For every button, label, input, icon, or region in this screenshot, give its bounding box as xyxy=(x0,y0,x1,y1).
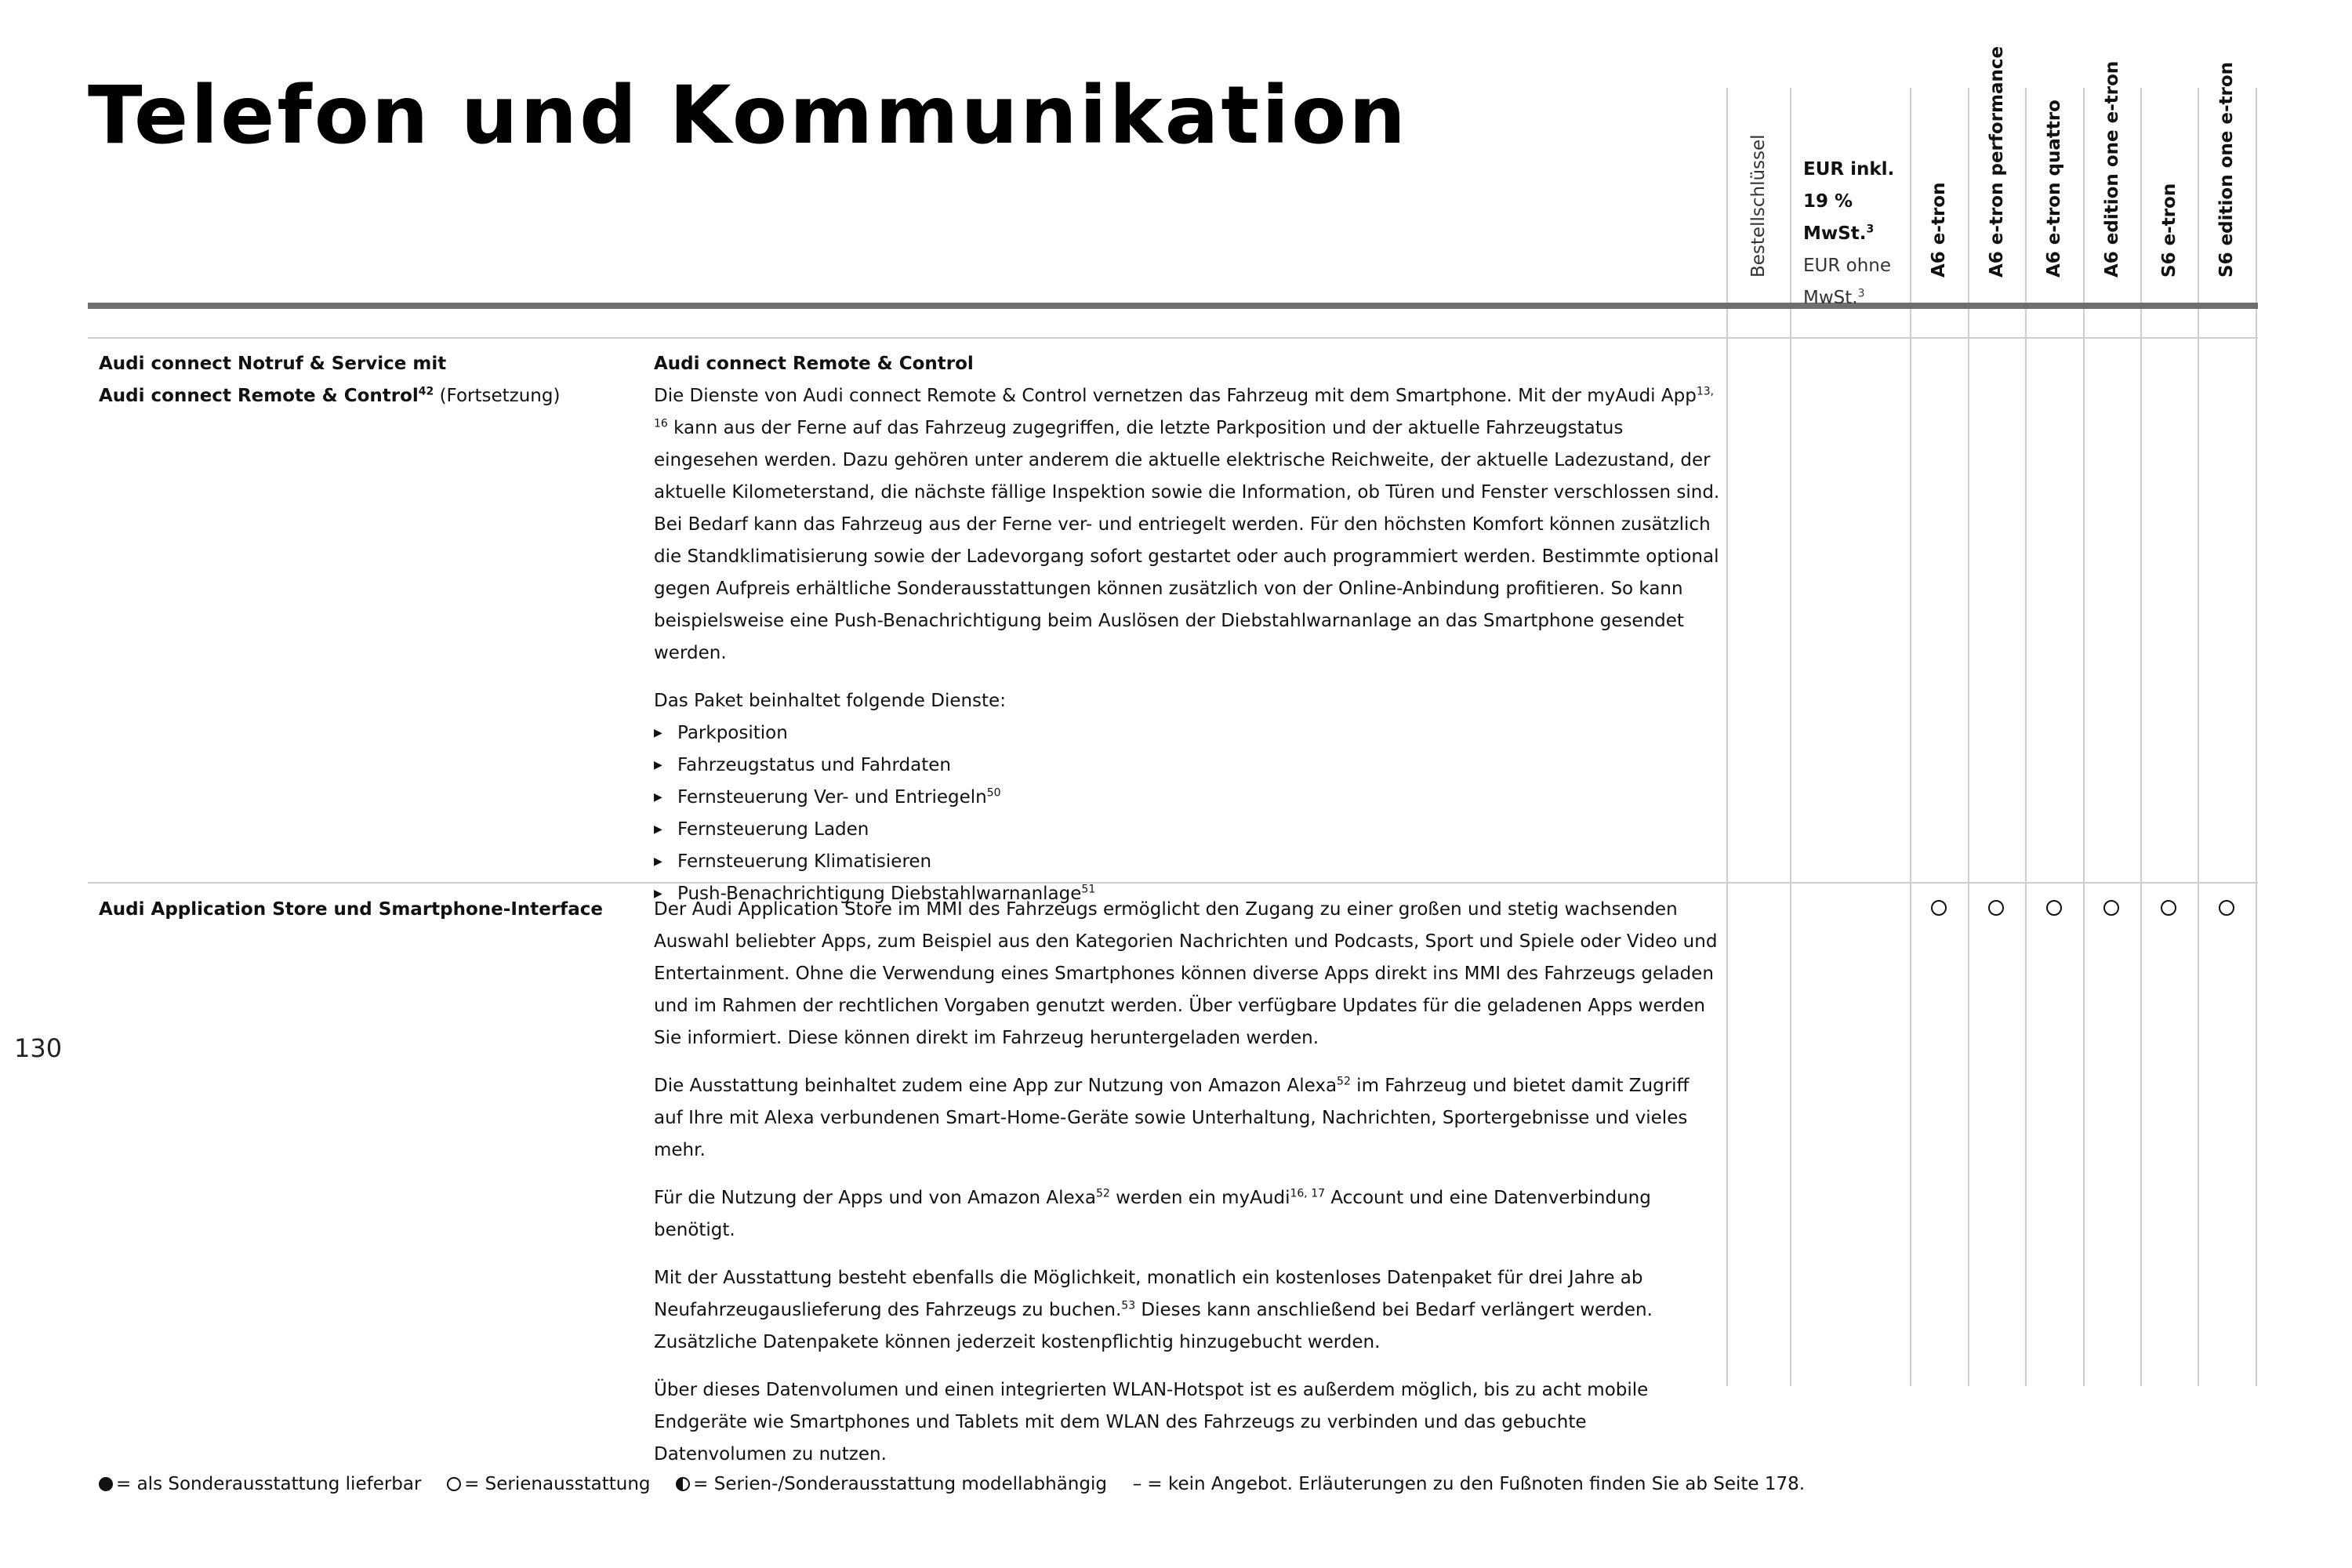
row-divider xyxy=(88,337,2258,339)
standard-equipment-marker xyxy=(1931,900,1947,916)
description-heading: Audi connect Remote & Control xyxy=(654,354,974,374)
list-item: ▶ Fernsteuerung Klimatisieren xyxy=(654,846,1720,878)
column-header-model: A6 e-tron quattro xyxy=(2044,100,2064,278)
standard-equipment-marker xyxy=(2103,900,2119,916)
filled-circle-icon xyxy=(99,1477,113,1491)
column-header-model: A6 e-tron xyxy=(1929,182,1949,278)
column-header-model: A6 edition one e-tron xyxy=(2102,60,2122,278)
column-header-order-key: Bestellschlüssel xyxy=(1748,134,1769,278)
standard-equipment-marker xyxy=(2046,900,2062,916)
standard-equipment-marker xyxy=(1988,900,2004,916)
description-paragraph: Die Dienste von Audi connect Remote & Control vernetzen das Fahrzeug mit dem Smartphone. Mit der myAudi App$^{13, 16}$ kann aus der Ferne auf das Fahrzeug zugegriffen, die letzte Parkposition und der aktuelle Fahrzeugstatus eingesehen werden. Dazu gehören unter anderem die aktuelle elektrische Reichweite, der aktuelle Ladezustand, der aktuelle Kilometerstand, die nächste fällige Inspektion sowie die Information, ob Türen und Fenster verschlossen sind. Bei Bedarf kann das Fahrzeug aus der Ferne ver- und entriegelt werden. Für den höchsten Komfort können zusätzlich die Standklimatisierung sowie der Ladevorgang sofort gestartet oder auch programmiert werden. Bestimmte optional gegen Aufpreis erhältliche Sonderausstattungen können zusätzlich von der Online-Anbindung profitieren. So kann beispielsweise eine Push-Benachrichtigung beim Auslösen der Diebstahlwarnanlage an das Smartphone gesendet werden. xyxy=(654,385,1720,663)
list-item: ▶ Fernsteuerung Ver- und Entriegeln$^{50}$ xyxy=(654,782,1720,814)
page-title: Telefon und Kommunikation xyxy=(88,69,1408,162)
row-label-app-store: Audi Application Store und Smartphone-Interface xyxy=(99,899,603,920)
grid-line xyxy=(1790,88,1791,1386)
services-list xyxy=(654,717,1720,910)
description-paragraph: Für die Nutzung der Apps und von Amazon Alexa$^{52}$ werden ein myAudi$^{16, 17}$ Account und eine Datenverbindung benötigt. xyxy=(654,1187,1651,1240)
list-item: ▶ Fahrzeugstatus und Fahrdaten xyxy=(654,750,1720,782)
description-paragraph: Mit der Ausstattung besteht ebenfalls die Möglichkeit, monatlich ein kostenloses Datenpaket für drei Jahre ab Neufahrzeugauslieferung des Fahrzeugs zu buchen.$^{53}$ Dieses kann anschließend bei Bedarf verlängert werden. Zusätzliche Datenpakete können jederzeit kostenpflichtig hinzugebucht werden. xyxy=(654,1268,1653,1352)
column-header-model: A6 e-tron performance xyxy=(1987,45,2007,278)
row-label-remote-control: Audi connect Notruf & Service mit Audi connect Remote & Control$^{42}$ (Fortsetzung) xyxy=(99,354,561,406)
row-description-remote-control xyxy=(654,348,1720,910)
list-item: ▶ Parkposition xyxy=(654,717,1720,750)
description-paragraph: Über dieses Datenvolumen und einen integrierten WLAN-Hotspot ist es außerdem möglich, bis zu acht mobile Endgeräte wie Smartphones und Tablets mit dem WLAN des Fahrzeugs zu verbinden und das gebuchte Datenvolumen zu nutzen. xyxy=(654,1380,1649,1465)
column-header-model: S6 edition one e-tron xyxy=(2216,61,2237,278)
list-item: ▶ Push-Benachrichtigung Diebstahlwarnanlage$^{51}$ xyxy=(654,878,1720,910)
half-circle-icon xyxy=(676,1477,690,1491)
list-intro: Das Paket beinhaltet folgende Dienste: xyxy=(654,691,1006,711)
row-description-app-store xyxy=(654,894,1720,1486)
list-item: ▶ Fernsteuerung Laden xyxy=(654,814,1720,846)
description-paragraph: Die Ausstattung beinhaltet zudem eine App zur Nutzung von Amazon Alexa$^{52}$ im Fahrzeug und bietet damit Zugriff auf Ihre mit Alexa verbundenen Smart-Home-Geräte sowie Unterhaltung, Nachrichten, Sportergebnisse und vieles mehr. xyxy=(654,1075,1690,1160)
standard-equipment-marker xyxy=(2161,900,2176,916)
grid-line xyxy=(1726,88,1728,1386)
legend: = als Sonderausstattung lieferbar = Serienausstattung = Serien-/Sonderausstattung modellabhängig – = kein Angebot. Erläuterungen zu den Fußnoten finden Sie ab Seite 178. xyxy=(99,1474,1805,1494)
header-rule xyxy=(88,303,2258,309)
page-number: 130 xyxy=(14,1033,63,1063)
grid-line xyxy=(2256,88,2257,1386)
description-paragraph: Der Audi Application Store im MMI des Fahrzeugs ermöglicht den Zugang zu einer großen und stetig wachsenden Auswahl beliebter Apps, zum Beispiel aus den Kategorien Nachrichten und Podcasts, Sport und Spiele oder Video und Entertainment. Ohne die Verwendung eines Smartphones können diverse Apps direkt ins MMI des Fahrzeugs geladen und im Rahmen der rechtlichen Vorgaben genutzt werden. Über verfügbare Updates für die geladenen Apps werden Sie informiert. Diese können direkt im Fahrzeug heruntergeladen werden. xyxy=(654,899,1718,1048)
open-circle-icon xyxy=(447,1477,461,1491)
column-header-model: S6 e-tron xyxy=(2159,183,2180,278)
standard-equipment-marker xyxy=(2219,900,2234,916)
column-header-price: EUR inkl. 19 % MwSt.$^3$ EUR ohne MwSt.$^3$ xyxy=(1803,159,1895,308)
